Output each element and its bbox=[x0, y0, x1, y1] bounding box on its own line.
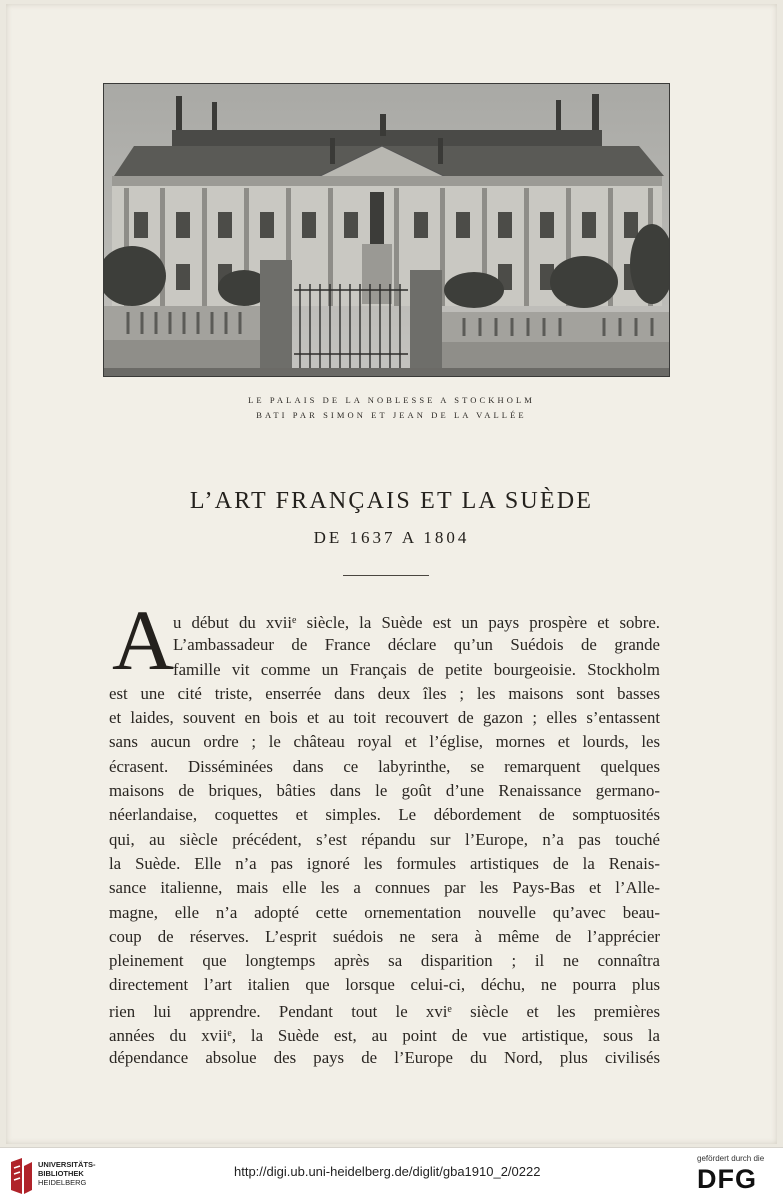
body-line bbox=[109, 998, 660, 1022]
body-text-run: directement l’art italien que lorsque celui-ci, déchu, ne pourra plus bbox=[109, 975, 660, 995]
library-name bbox=[38, 1160, 96, 1187]
body-text-run: dépendance absolue des pays de l’Europe du Nord, plus civilisés bbox=[109, 1048, 660, 1068]
body-text-run: pleinement que longtemps après sa disparition ; il ne connaîtra bbox=[109, 951, 660, 971]
article-title: L’ART FRANÇAIS ET LA SUÈDE bbox=[189, 488, 594, 514]
body-line bbox=[109, 803, 660, 827]
body-text-run: u début du xvii bbox=[173, 613, 293, 632]
body-text-run: sance italienne, mais elle les a connues par les Pays-Bas et l’Alle- bbox=[109, 878, 660, 898]
body-text-run: siècle, la Suède est un pays prospère et sobre. bbox=[296, 613, 660, 632]
permalink-url[interactable]: http://digi.ub.uni-heidelberg.de/diglit/gba1910_2/0222 bbox=[234, 1164, 541, 1179]
body-line bbox=[109, 852, 660, 876]
body-line bbox=[109, 1046, 660, 1070]
body-line bbox=[109, 658, 660, 682]
body-line bbox=[109, 706, 660, 730]
body-line bbox=[109, 682, 660, 706]
article-body bbox=[109, 609, 660, 1071]
article-subtitle: DE 1637 A 1804 bbox=[313, 528, 470, 547]
digitization-footer bbox=[0, 1147, 783, 1203]
drop-capital: A bbox=[112, 592, 175, 688]
body-line bbox=[109, 973, 660, 997]
body-text-run: rien lui apprendre. Pendant tout le xvi bbox=[109, 1001, 448, 1021]
library-name-line-2: BIBLIOTHEK bbox=[38, 1169, 84, 1178]
title-divider bbox=[343, 575, 429, 576]
body-line bbox=[109, 828, 660, 852]
university-library-logo-icon bbox=[8, 1156, 34, 1196]
plate-caption-line-2: BATI PAR SIMON ET JEAN DE LA VALLÉE bbox=[256, 410, 527, 420]
body-line bbox=[109, 633, 660, 657]
body-line bbox=[109, 779, 660, 803]
body-text-run: , la Suède est, au point de vue artistique, sous la bbox=[231, 1026, 661, 1046]
body-line bbox=[109, 730, 660, 754]
body-text-run: L’ambassadeur de France déclare qu’un Suédois de grande bbox=[173, 635, 660, 655]
library-name-line-3: HEIDELBERG bbox=[38, 1178, 87, 1187]
plate-caption-line-1: LE PALAIS DE LA NOBLESSE A STOCKHOLM bbox=[248, 395, 535, 405]
body-text-run: est une cité triste, enserrée dans deux îles ; les maisons sont basses bbox=[109, 683, 660, 703]
body-text-run: et laides, souvent en bois et au toit recouvert de gazon ; elles s’entassent bbox=[109, 708, 660, 728]
body-line bbox=[109, 609, 660, 633]
body-text-run: siècle et les premières bbox=[451, 1001, 660, 1021]
body-line bbox=[109, 901, 660, 925]
body-text-run: écrasent. Disséminées dans ce labyrinthe, se remarquent quelques bbox=[109, 756, 660, 776]
body-text-run: magne, elle n’a adopté cette ornementation nouvelle qu’avec beau- bbox=[109, 902, 660, 922]
body-line bbox=[109, 1022, 660, 1046]
body-text-run: néerlandaise, coquettes et simples. Le débordement de somptuosités bbox=[109, 805, 660, 825]
palace-photograph bbox=[103, 83, 670, 377]
body-text-run: la Suède. Elle n’a pas ignoré les formules artistiques de la Renais- bbox=[109, 853, 660, 873]
body-text-run: famille vit comme un Français de petite bourgeoisie. Stockholm bbox=[173, 659, 660, 679]
body-text-run: coup de réserves. L’esprit suédois ne sera à même de l’apprécier bbox=[109, 926, 660, 946]
library-name-line-1: UNIVERSITÄTS- bbox=[38, 1160, 96, 1169]
century-superscript: e bbox=[227, 1028, 232, 1040]
funded-by-label: gefördert durch die bbox=[697, 1154, 765, 1163]
body-text-run: qui, au siècle précédent, s’est répandu sur l’Europe, n’a pas touché bbox=[109, 829, 660, 849]
century-superscript: e bbox=[292, 615, 297, 626]
body-text-run: sans aucun ordre ; le château royal et l’église, mornes et lourds, les bbox=[109, 732, 660, 752]
century-superscript: e bbox=[447, 1003, 452, 1015]
body-line bbox=[109, 925, 660, 949]
body-text-run: maisons de briques, bâties dans le goût d’une Renaissance germano- bbox=[109, 781, 660, 801]
body-line bbox=[109, 755, 660, 779]
body-line bbox=[109, 949, 660, 973]
body-text-run: années du xvii bbox=[109, 1026, 228, 1046]
dfg-logo: DFG bbox=[697, 1164, 757, 1194]
body-line bbox=[109, 876, 660, 900]
